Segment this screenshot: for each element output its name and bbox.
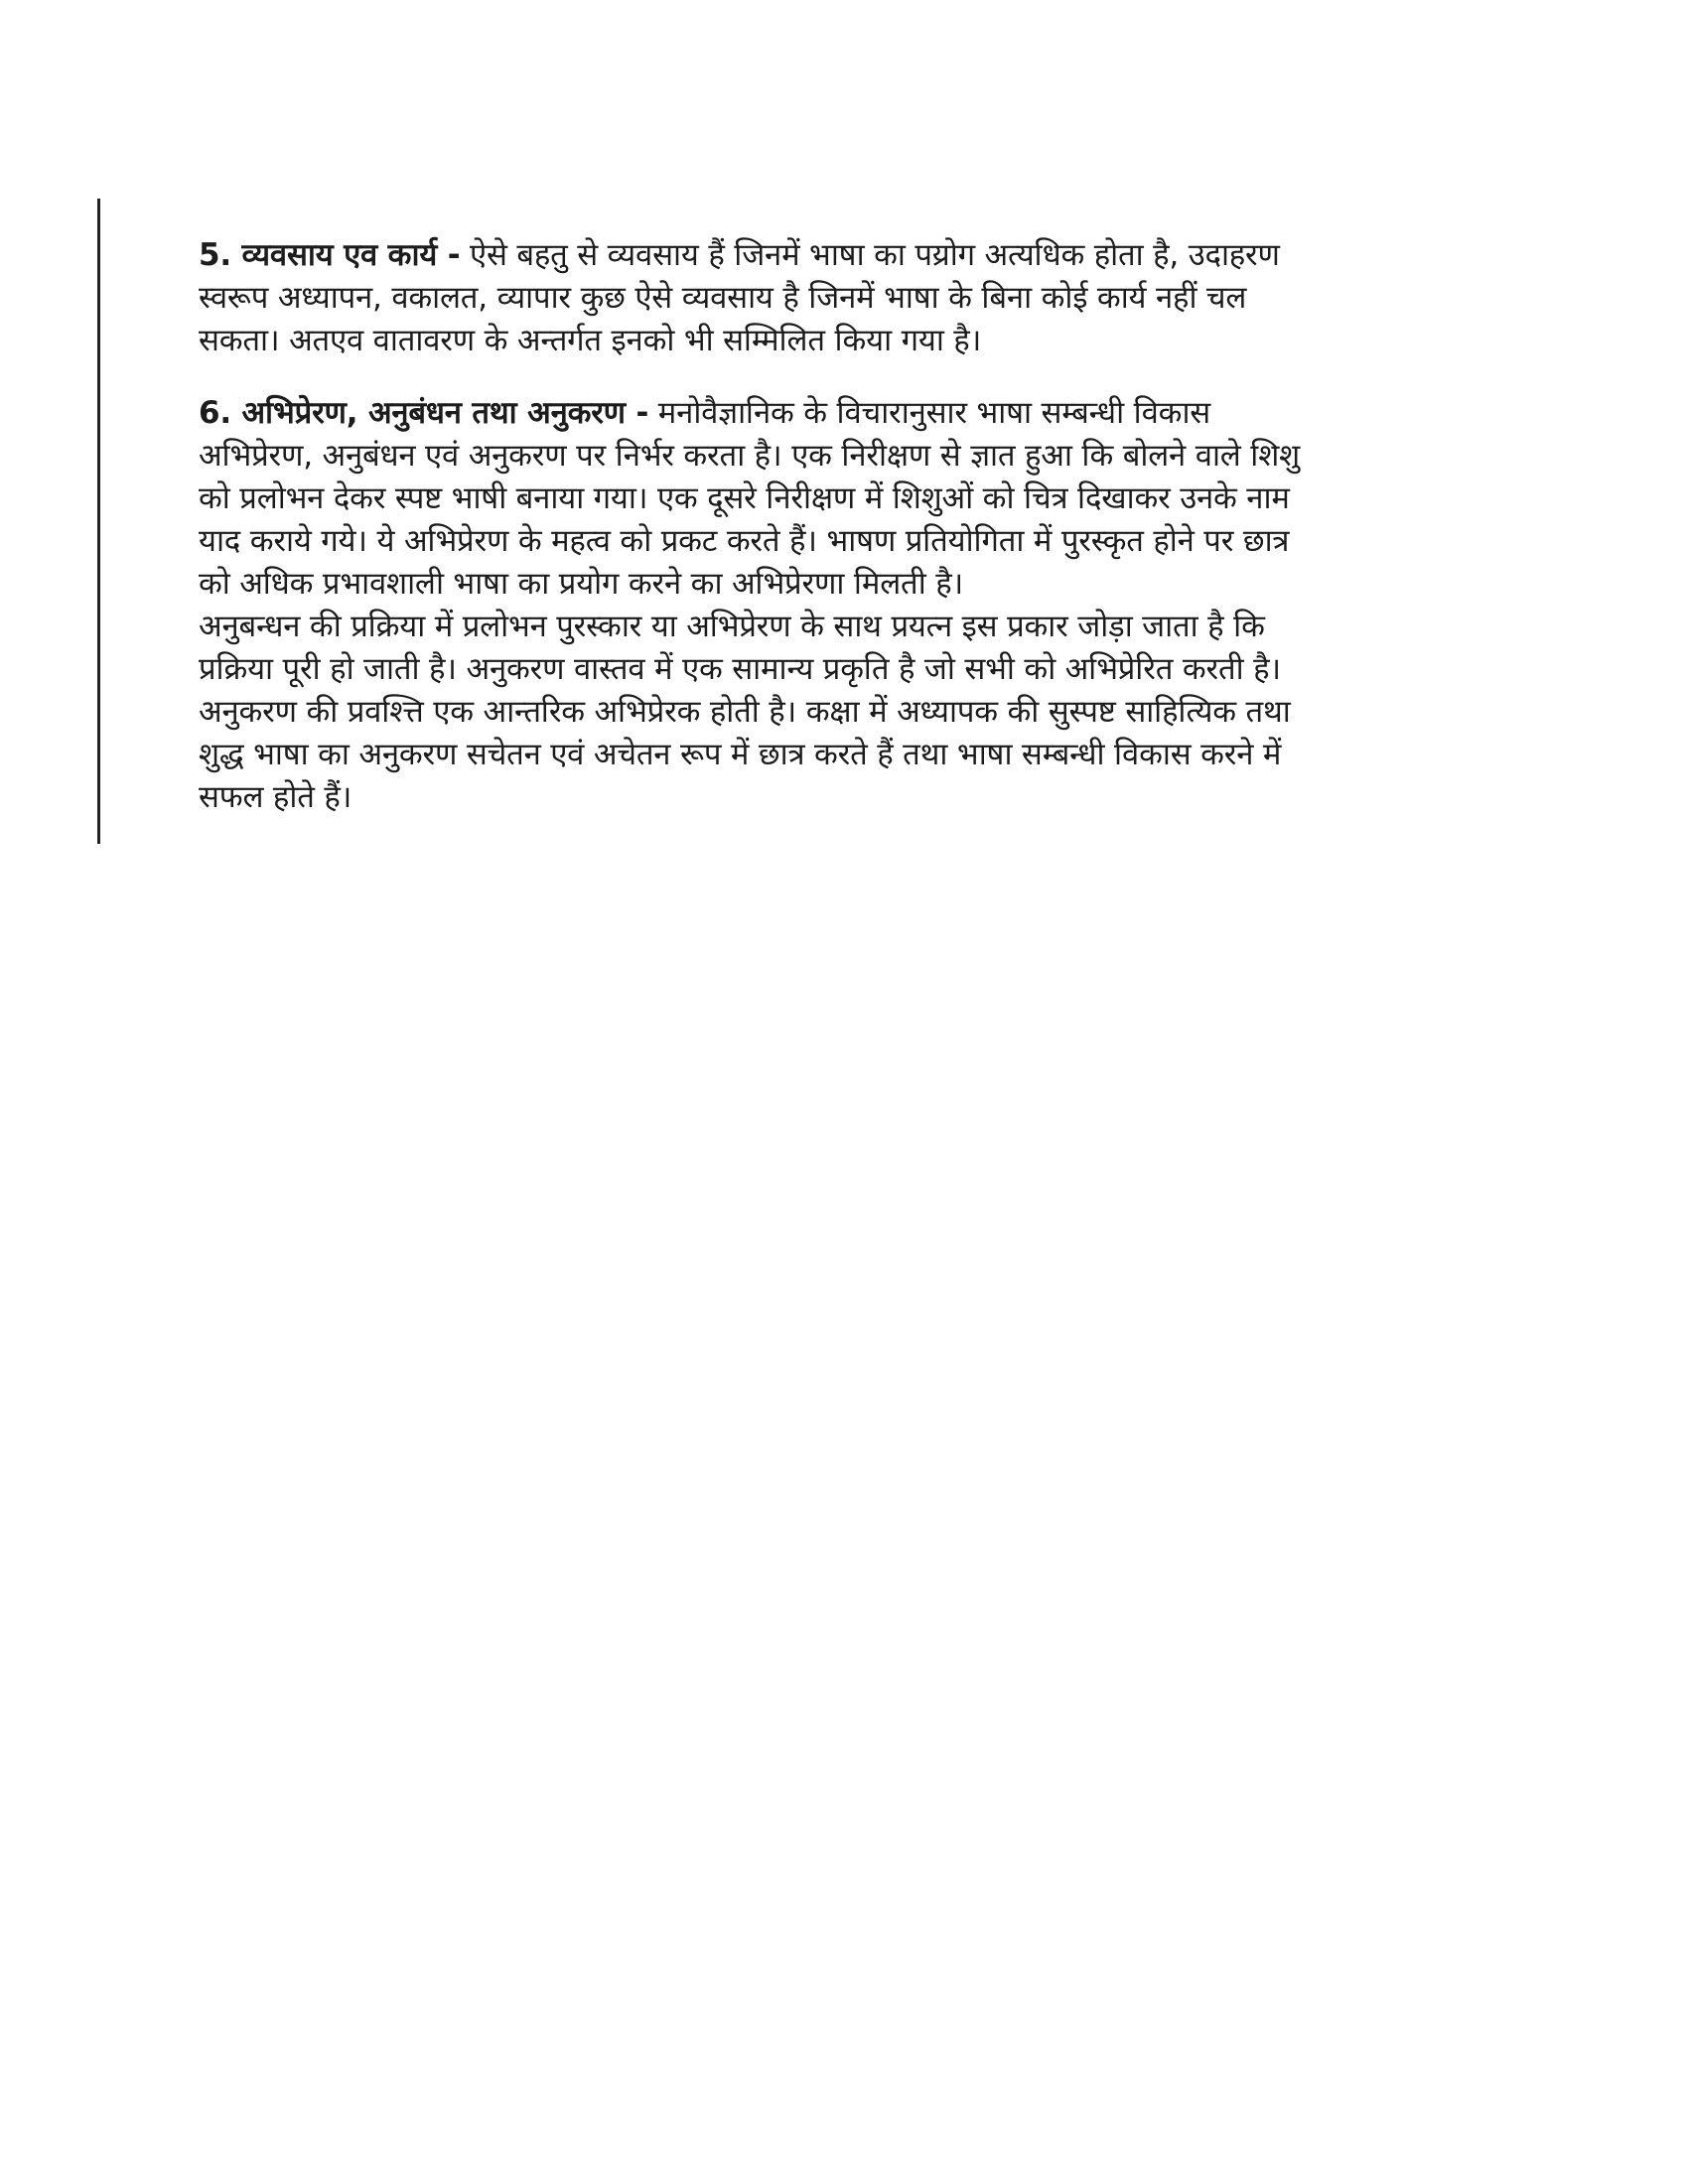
section-6-line-7: प्रक्रिया पूरी हो जाती है। अनुकरण वास्तव में एक सामान्य प्रकृति है जो सभी को अभिप्रेरित करती है। — [199, 651, 1281, 687]
section-6-paragraph — [199, 392, 1460, 819]
section-6-line-8: अनुकरण की प्रवश्त्ति एक आन्तरिक अभिप्रेरक होती है। कक्षा में अध्यापक की सुस्पष्ट साहित्यिक तथा — [199, 694, 1291, 730]
section-6-line-9: शुद्ध भाषा का अनुकरण सचेतन एवं अचेतन रूप में छात्र करते हैं तथा भाषा सम्बन्धी विकास करने में — [199, 737, 1282, 772]
section-5-paragraph — [199, 234, 1460, 362]
section-6-line-1 — [199, 392, 1460, 435]
section-5-line-1 — [199, 234, 1460, 277]
section-6-line-5: को अधिक प्रभावशाली भाषा का प्रयोग करने का अभिप्रेरणा मिलती है। — [199, 566, 964, 602]
section-5-heading: 5. व्यवसाय एव कार्य - — [199, 237, 461, 273]
section-6-line-3: को प्रलोभन देकर स्पष्ट भाषी बनाया गया। एक दूसरे निरीक्षण में शिशुओं को चित्र दिखाकर उनके नाम — [199, 480, 1290, 516]
document-body — [199, 234, 1460, 849]
section-6-line-10: सफल होते हैं। — [199, 779, 352, 815]
section-5-line-2: स्वरूप अध्यापन, वकालत, व्यापार कुछ ऐसे व्यवसाय है जिनमें भाषा के बिना कोई कार्य नहीं चल — [199, 280, 1247, 316]
section-6-line-2: अभिप्रेरण, अनुबंधन एवं अनुकरण पर निर्भर करता है। एक निरीक्षण से ज्ञात हुआ कि बोलने वाले शिशु — [199, 438, 1301, 474]
section-6-line-4: याद कराये गये। ये अभिप्रेरण के महत्व को प्रकट करते हैं। भाषण प्रतियोगिता में पुरस्कृत होने पर छात्र — [199, 523, 1290, 559]
section-6-heading: 6. अभिप्रेरण, अनुबंधन तथा अनुकरण - — [199, 395, 649, 431]
section-6-text-1: मनोवैज्ञानिक के विचारानुसार भाषा सम्बन्धी विकास — [648, 395, 1211, 431]
section-6-line-6: अनुबन्धन की प्रक्रिया में प्रलोभन पुरस्कार या अभिप्रेरण के साथ प्रयत्न इस प्रकार जोड़ा जाता है कि — [199, 609, 1265, 644]
section-5-text-1: ऐसे बहतु से व्यवसाय हैं जिनमें भाषा का पय्रोग अत्यधिक होता है, उदाहरण — [460, 237, 1280, 273]
section-5-line-3: सकता। अतएव वातावरण के अन्तर्गत इनको भी सम्मिलित किया गया है। — [199, 323, 982, 358]
margin-rule — [97, 199, 100, 844]
